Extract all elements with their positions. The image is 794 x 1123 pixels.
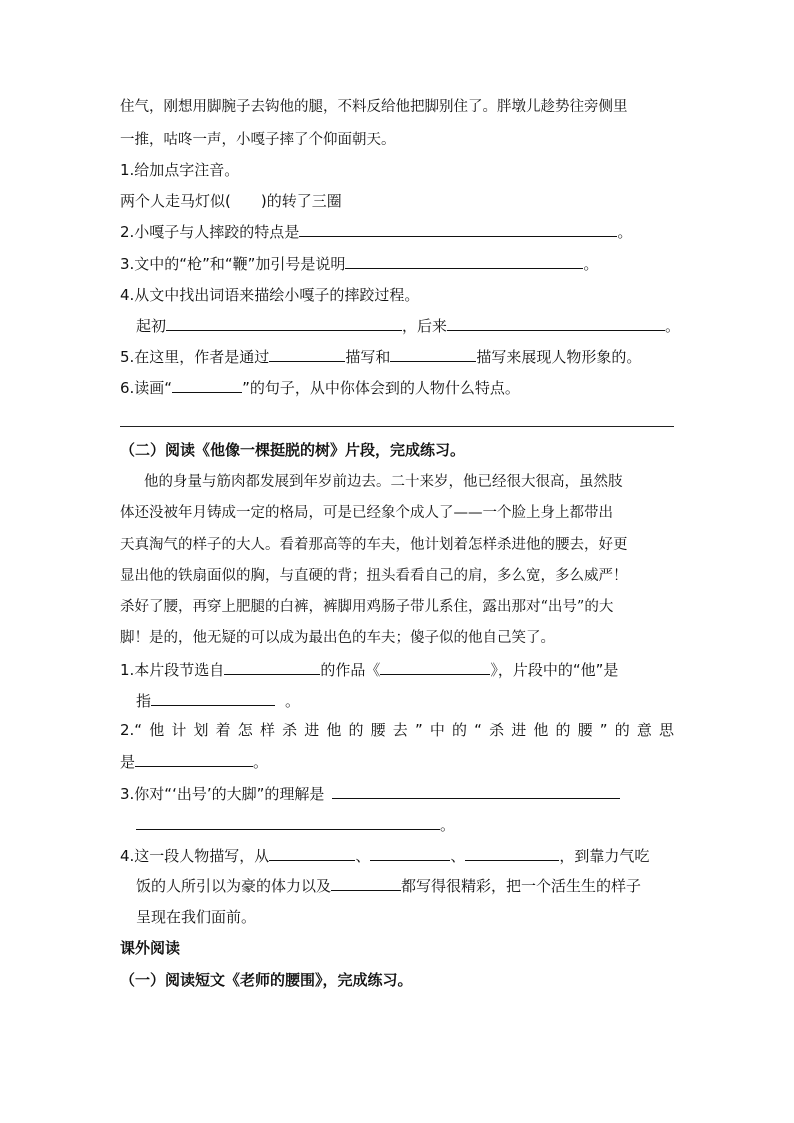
question-2-1-cont: 指 。 — [136, 692, 301, 710]
question-4-answer: 起初 ，后来 。 — [136, 317, 681, 335]
passage-line: 天真淘气的样子的大人。看着那高等的车夫，他计划着怎样杀进他的腰去，好更 — [120, 537, 628, 553]
question-3: 3.文中的“枪”和“鞭”加引号是说明 。 — [120, 255, 599, 273]
answer-blank[interactable] — [331, 876, 401, 891]
answer-blank[interactable] — [345, 254, 583, 269]
answer-blank[interactable] — [269, 347, 345, 362]
question-2-2-cont: 是 。 — [120, 753, 269, 771]
question-2: 2.小嘎子与人摔跤的特点是 。 — [120, 223, 633, 241]
question-2-4: 4.这一段人物描写，从 、 、 ，到靠力气吃 — [120, 847, 650, 865]
extra-reading-heading: 课外阅读 — [120, 939, 181, 957]
question-2-3: 3.你对“‘出号’的大脚”的理解是 — [120, 784, 620, 804]
answer-blank[interactable] — [332, 784, 620, 799]
answer-blank[interactable] — [465, 846, 559, 861]
answer-blank[interactable] — [447, 316, 665, 331]
question-2-2: 2.“他计划着怎样杀进他的腰去”中的“杀进他的腰”的意思 — [120, 721, 674, 739]
question-6: 6.读画“ ”的句子，从中你体会到的人物什么特点。 — [120, 379, 520, 397]
answer-blank[interactable] — [380, 660, 490, 675]
passage-line: 他的身量与筋肉都发展到年岁前边去。二十来岁，他已经很大很高，虽然肢 — [144, 474, 623, 490]
section-title: （二）阅读《他像一棵挺脱的树》片段，完成练习。 — [120, 441, 466, 459]
question-1-sub: 两个人走马灯似( )的转了三圈 — [120, 192, 342, 210]
answer-blank[interactable] — [224, 660, 320, 675]
answer-blank[interactable] — [269, 846, 355, 861]
extra-reading-subheading: （一）阅读短文《老师的腰围》，完成练习。 — [120, 971, 413, 989]
answer-blank[interactable] — [370, 846, 450, 861]
passage-line: 体还没被年月铸成一定的格局，可是已经象个成人了——一个脸上身上都带出 — [120, 505, 613, 521]
passage-line: 显出他的铁扇面似的胸，与直硬的背；扭头看看自己的肩，多么宽，多么威严！ — [120, 568, 628, 584]
answer-blank[interactable] — [166, 316, 402, 331]
passage-line: 住气，刚想用脚腕子去钩他的腿，不料反给他把脚别住了。胖墩儿趁势往旁侧里 — [120, 99, 628, 115]
answer-blank[interactable] — [172, 378, 242, 393]
question-5: 5.在这里，作者是通过 描写和 描写来展现人物形象的。 — [120, 348, 642, 366]
question-4: 4.从文中找出词语来描绘小嘎子的摔跤过程。 — [120, 286, 420, 304]
passage-line: 杀好了腰，再穿上肥腿的白裤，裤脚用鸡肠子带儿系住，露出那对“出号”的大 — [120, 599, 614, 615]
answer-blank[interactable] — [151, 691, 275, 706]
question-2-3-cont: 。 — [136, 815, 455, 835]
passage-line: 一推，咕咚一声，小嘎子摔了个仰面朝天。 — [120, 132, 396, 148]
answer-blank[interactable] — [390, 347, 476, 362]
answer-blank[interactable] — [299, 222, 617, 237]
question-2-4-cont2: 呈现在我们面前。 — [136, 908, 257, 926]
answer-blank[interactable] — [135, 752, 253, 767]
question-1: 1.给加点字注音。 — [120, 161, 240, 179]
question-2-1: 1.本片段节选自 的作品《 》，片段中的“他”是 — [120, 661, 619, 679]
answer-blank[interactable] — [136, 815, 440, 830]
passage-line: 脚！是的，他无疑的可以成为最出色的车夫；傻子似的他自己笑了。 — [120, 630, 555, 646]
question-2-4-cont: 饭的人所引以为豪的体力以及 都写得很精彩，把一个活生生的样子 — [136, 877, 642, 895]
divider-line — [120, 426, 674, 427]
